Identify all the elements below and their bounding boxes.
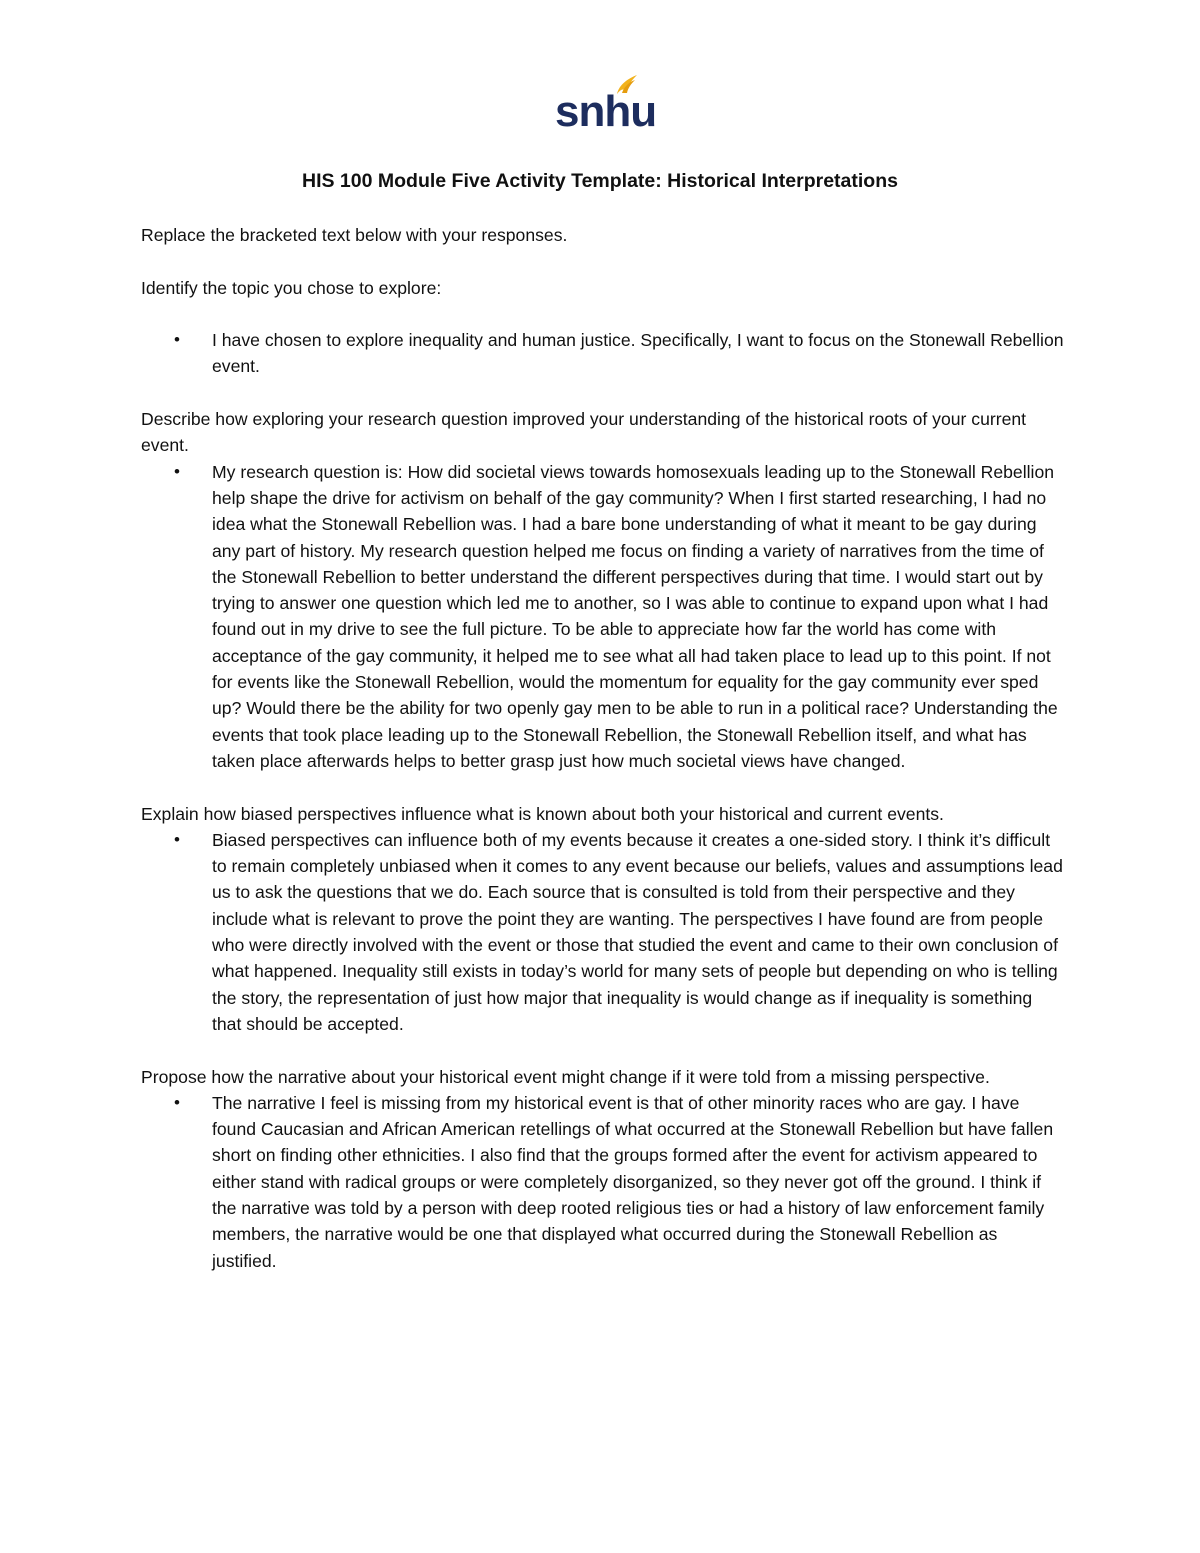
document-body: [141, 222, 1066, 1274]
section-response-research: My research question is: How did societal views towards homosexuals leading up to the Stonewall Rebellion help shape the drive for activism on behalf of the gay community? When I first started researching, I had no idea what the Stonewall Rebellion was. I had a bare bone understanding of what it meant to be gay during any part of history. My research question helped me focus on finding a variety of narratives from the time of the Stonewall Rebellion to better understand the different perspectives during that time. I would start out by trying to answer one question which led me to another, so I was able to continue to expand upon what I had found out in my drive to see the full picture. To be able to appreciate how far the world has come with acceptance of the gay community, it helped me to see what all had taken place to lead up to this point. If not for events like the Stonewall Rebellion, would the momentum for equality for the gay community ever sped up? Would there be the ability for two openly gay men to be able to run in a political race? Understanding the events that took place leading up to the Stonewall Rebellion, the Stonewall Rebellion itself, and what has taken place afterwards helps to better grasp just how much societal views have changed.: [212, 461, 1058, 771]
section-response-topic: I have chosen to explore inequality and human justice. Specifically, I want to focus on the Stonewall Rebellion event.: [212, 330, 1064, 377]
bullet-icon: •: [174, 461, 180, 481]
section-prompt-topic: Identify the topic you chose to explore:: [141, 277, 442, 298]
section-list-bias: [141, 827, 1066, 1037]
bullet-icon: •: [174, 330, 180, 350]
section-list-topic: [141, 327, 1066, 380]
snhu-logo: [555, 72, 657, 136]
section-prompt-bias: Explain how biased perspectives influence what is known about both your historical and current events.: [141, 803, 944, 824]
bullet-icon: •: [174, 1092, 180, 1112]
section-prompt-missing-perspective: Propose how the narrative about your historical event might change if it were told from a missing perspective.: [141, 1066, 990, 1087]
section-response-bias: Biased perspectives can influence both of my events because it creates a one-sided story. I think it’s difficult to remain completely unbiased when it comes to any event because our beliefs, values and assumptions lead us to ask the questions that we do. Each source that is consulted is told from their perspective and they include what is relevant to prove the point they are wanting. The perspectives I have found are from people who were directly involved with the event or those that studied the event and came to their own conclusion of what happened. Inequality still exists in today’s world for many sets of people but depending on who is telling the story, the representation of just how major that inequality is would change as if inequality is something that should be accepted.: [212, 829, 1063, 1034]
section-list-research: [141, 459, 1066, 775]
list-item: [141, 1090, 1066, 1274]
section-response-missing-perspective: The narrative I feel is missing from my historical event is that of other minority races who are gay. I have found Caucasian and African American retellings of what occurred at the Stonewall Rebellion but have fallen short on finding other ethnicities. I also find that the groups formed after the event for activism appeared to either stand with radical groups or were completely disorganized, so they never got off the ground. I think if the narrative was told by a person with deep rooted religious ties or had a history of law enforcement family members, the narrative would be one that displayed what occurred during the Stonewall Rebellion as justified.: [212, 1092, 1054, 1271]
section-prompt-research: Describe how exploring your research question improved your understanding of the historical roots of your current event.: [141, 409, 1027, 456]
page-title: HIS 100 Module Five Activity Template: Historical Interpretations: [302, 170, 898, 192]
instructions-text: Replace the bracketed text below with your responses.: [141, 225, 568, 245]
section-list-missing-perspective: [141, 1090, 1066, 1274]
list-item: [141, 459, 1066, 775]
list-item: [141, 827, 1066, 1037]
list-item: [141, 327, 1066, 380]
logo-wordmark: snhu: [555, 87, 657, 136]
bullet-icon: •: [174, 829, 180, 849]
